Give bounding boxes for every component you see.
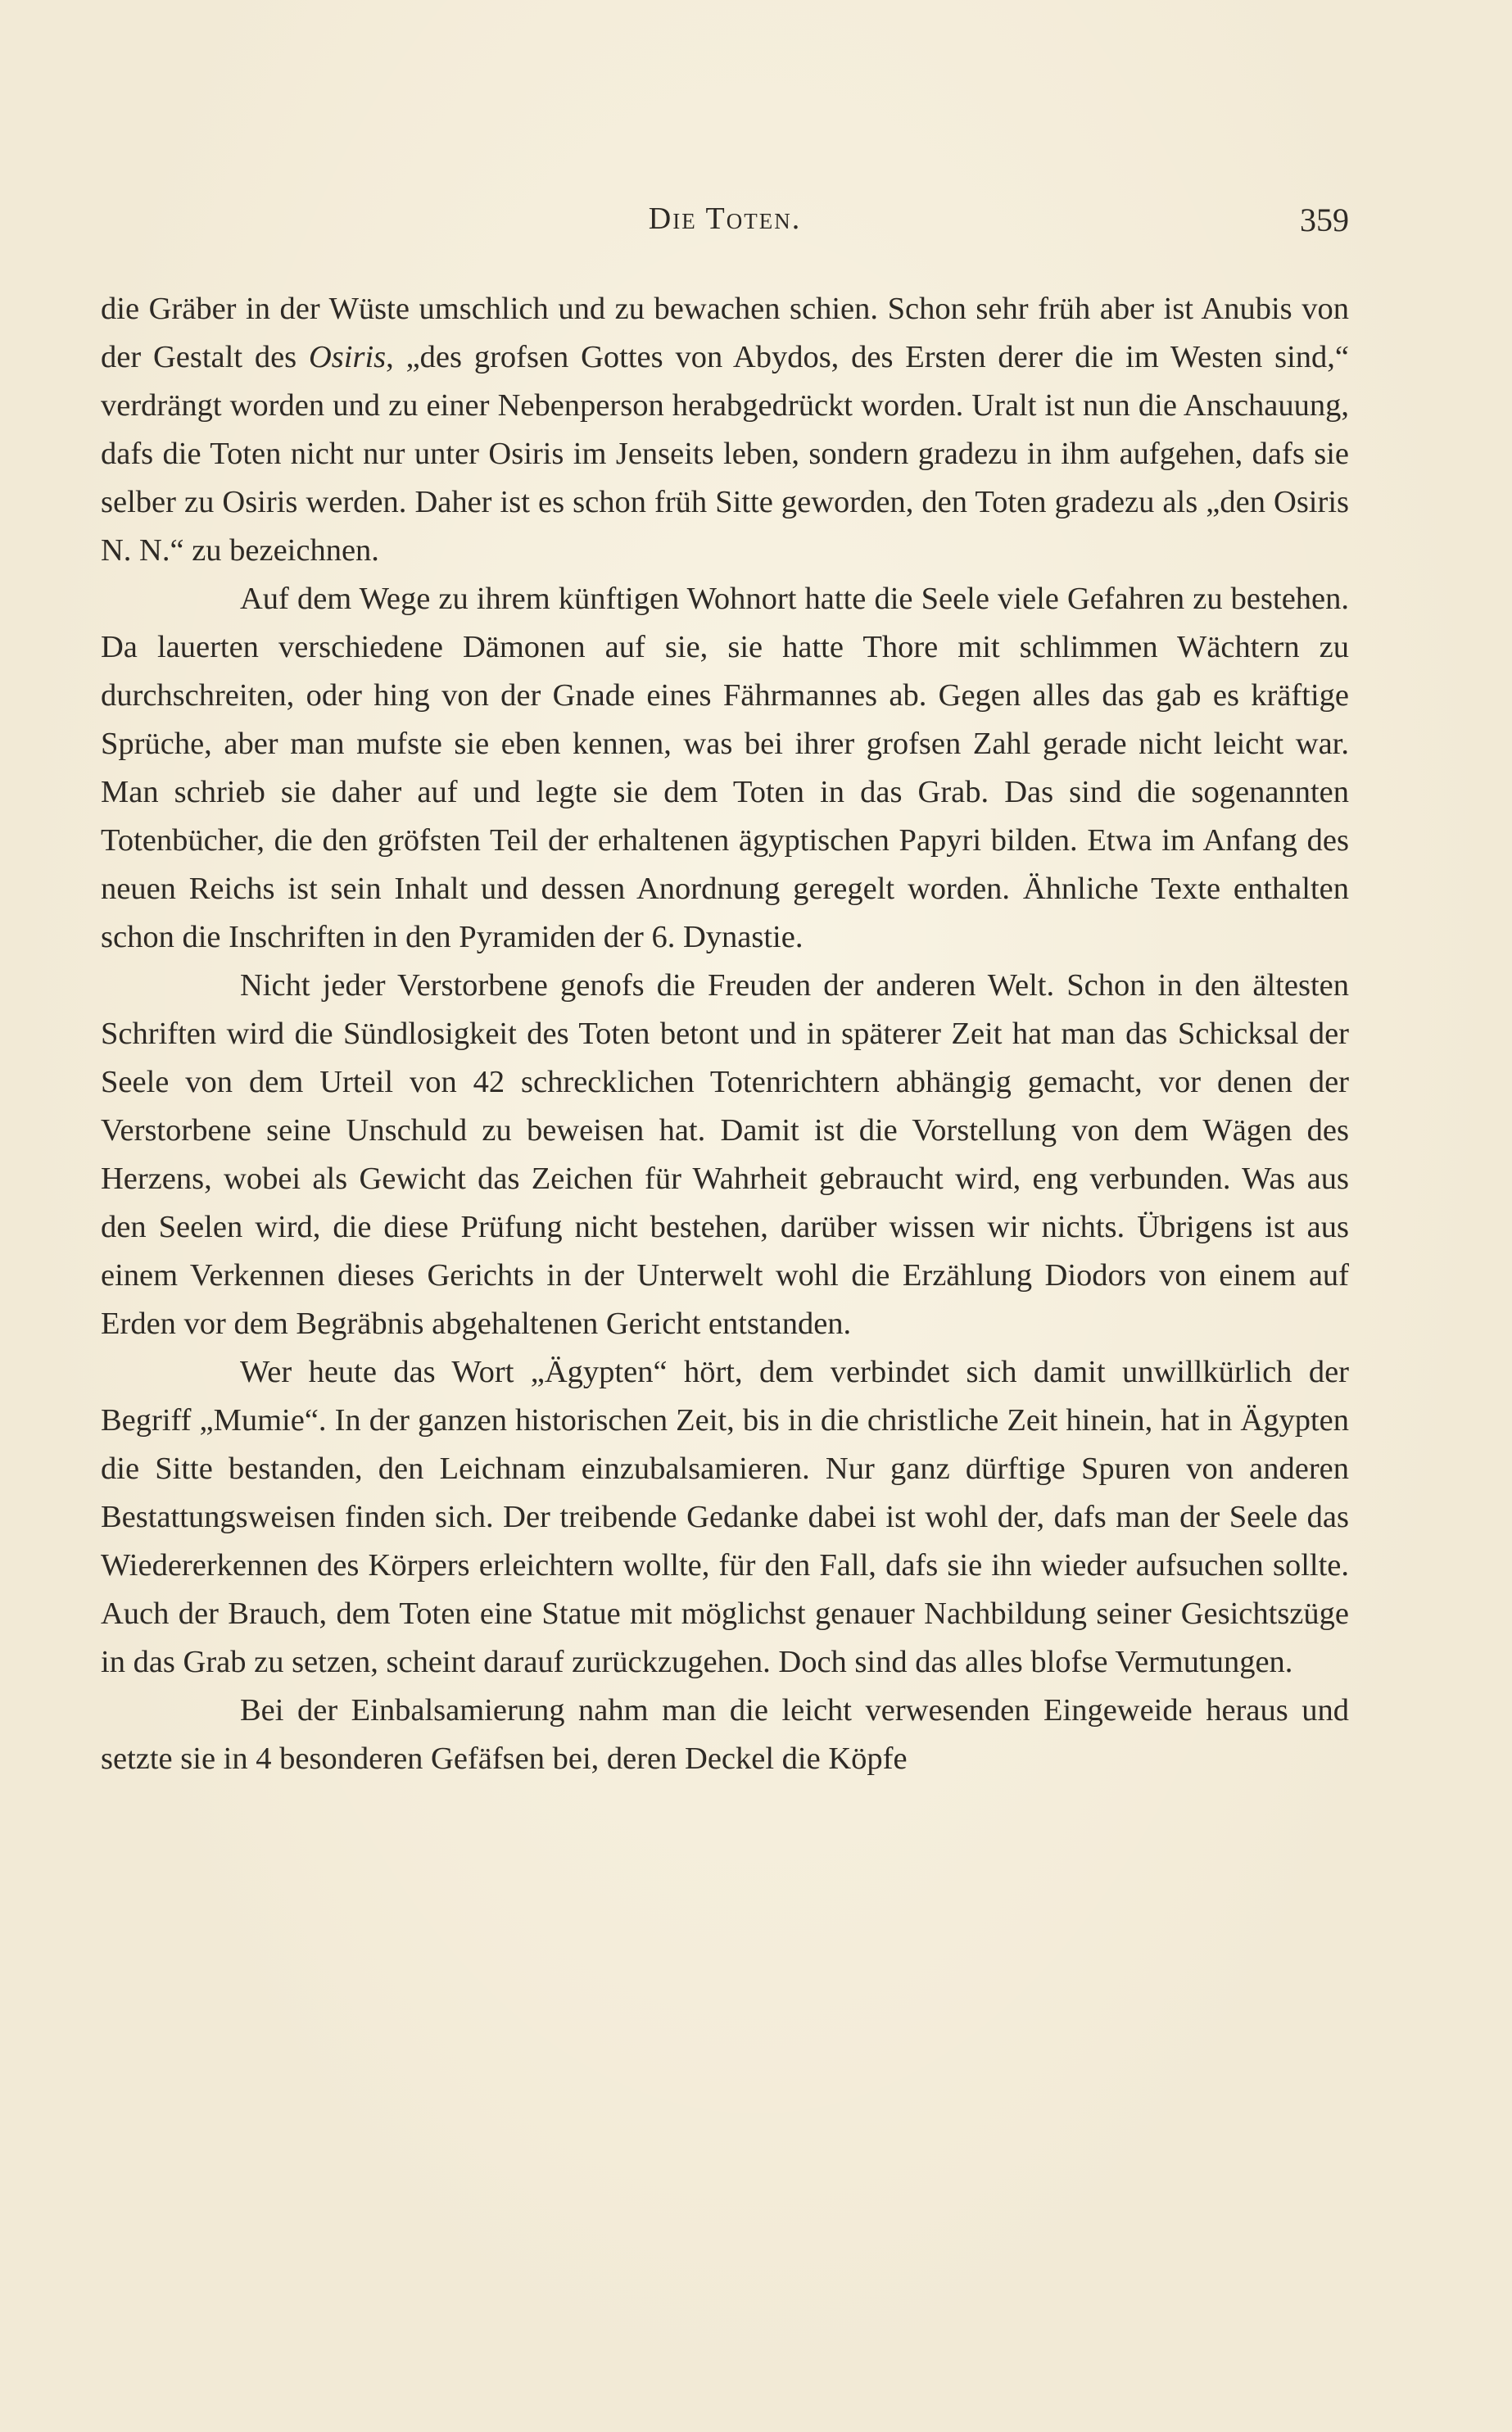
body-text [101, 285, 1349, 1783]
paragraph-1 [101, 285, 1349, 575]
paragraph-1-text-a: die Gräber in der Wüste umschlich und zu bewachen schien. Schon sehr früh aber ist Anubis von der Gestalt des [101, 292, 1349, 374]
paragraph-1-text-b: , „des grofsen Gottes von Abydos, des Ersten derer die im Westen sind,“ verdrängt worden und zu einer Nebenperson herabgedrückt worden. Uralt ist nun die Anschauung, dafs die Toten nicht nur unter Osiris im Jenseits leben, sondern gradezu in ihm aufgehen, dafs sie selber zu Osiris werden. Daher ist es schon früh Sitte geworden, den Toten gradezu als „den Osiris N. N.“ zu bezeichnen. [101, 340, 1349, 568]
paragraph-3: Nicht jeder Verstorbene genofs die Freuden der anderen Welt. Schon in den ältesten Schriften wird die Sündlosigkeit des Toten betont und in späterer Zeit hat man das Schicksal der Seele von dem Urteil von 42 schrecklichen Totenrichtern abhängig gemacht, vor denen der Verstorbene seine Unschuld zu beweisen hat. Damit ist die Vorstellung von dem Wägen des Herzens, wobei als Gewicht das Zeichen für Wahrheit gebraucht wird, eng verbunden. Was aus den Seelen wird, die diese Prüfung nicht bestehen, darüber wissen wir nichts. Übrigens ist aus einem Verkennen dieses Gerichts in der Unterwelt wohl die Erzählung Diodors von einem auf Erden vor dem Begräbnis abgehaltenen Gericht entstanden. [101, 968, 1349, 1341]
running-head [101, 201, 1349, 250]
paragraph-5: Bei der Einbalsamierung nahm man die leicht verwesenden Eingeweide heraus und setzte sie in 4 besonderen Gefäfsen bei, deren Deckel die Köpfe [101, 1693, 1349, 1776]
paragraph-4: Wer heute das Wort „Ägypten“ hört, dem verbindet sich damit unwillkürlich der Begriff „Mumie“. In der ganzen historischen Zeit, bis in die christliche Zeit hinein, hat in Ägypten die Sitte bestanden, den Leichnam einzubalsamieren. Nur ganz dürftige Spuren von anderen Bestattungsweisen finden sich. Der treibende Gedanke dabei ist wohl der, dafs man der Seele das Wiedererkennen des Körpers erleichtern wollte, für den Fall, dafs sie ihn wieder aufsuchen sollte. Auch der Brauch, dem Toten eine Statue mit möglichst genauer Nachbildung seiner Gesichtszüge in das Grab zu setzen, scheint darauf zurückzugehen. Doch sind das alles blofse Vermutungen. [101, 1355, 1349, 1679]
paragraph-2: Auf dem Wege zu ihrem künftigen Wohnort hatte die Seele viele Gefahren zu bestehen. Da lauerten verschiedene Dämonen auf sie, sie hatte Thore mit schlimmen Wächtern zu durchschreiten, oder hing von der Gnade eines Fährmannes ab. Gegen alles das gab es kräftige Sprüche, aber man mufste sie eben kennen, was bei ihrer grofsen Zahl gerade nicht leicht war. Man schrieb sie daher auf und legte sie dem Toten in das Grab. Das sind die sogenannten Totenbücher, die den gröfsten Teil der erhaltenen ägyptischen Papyri bilden. Etwa im Anfang des neuen Reichs ist sein Inhalt und dessen Anordnung geregelt worden. Ähnliche Texte enthalten schon die Inschriften in den Pyramiden der 6. Dynastie. [101, 582, 1349, 954]
running-title: Die Toten. [648, 202, 802, 236]
page-number: 359 [1300, 202, 1349, 238]
osiris-italic: Osiris [309, 340, 387, 374]
